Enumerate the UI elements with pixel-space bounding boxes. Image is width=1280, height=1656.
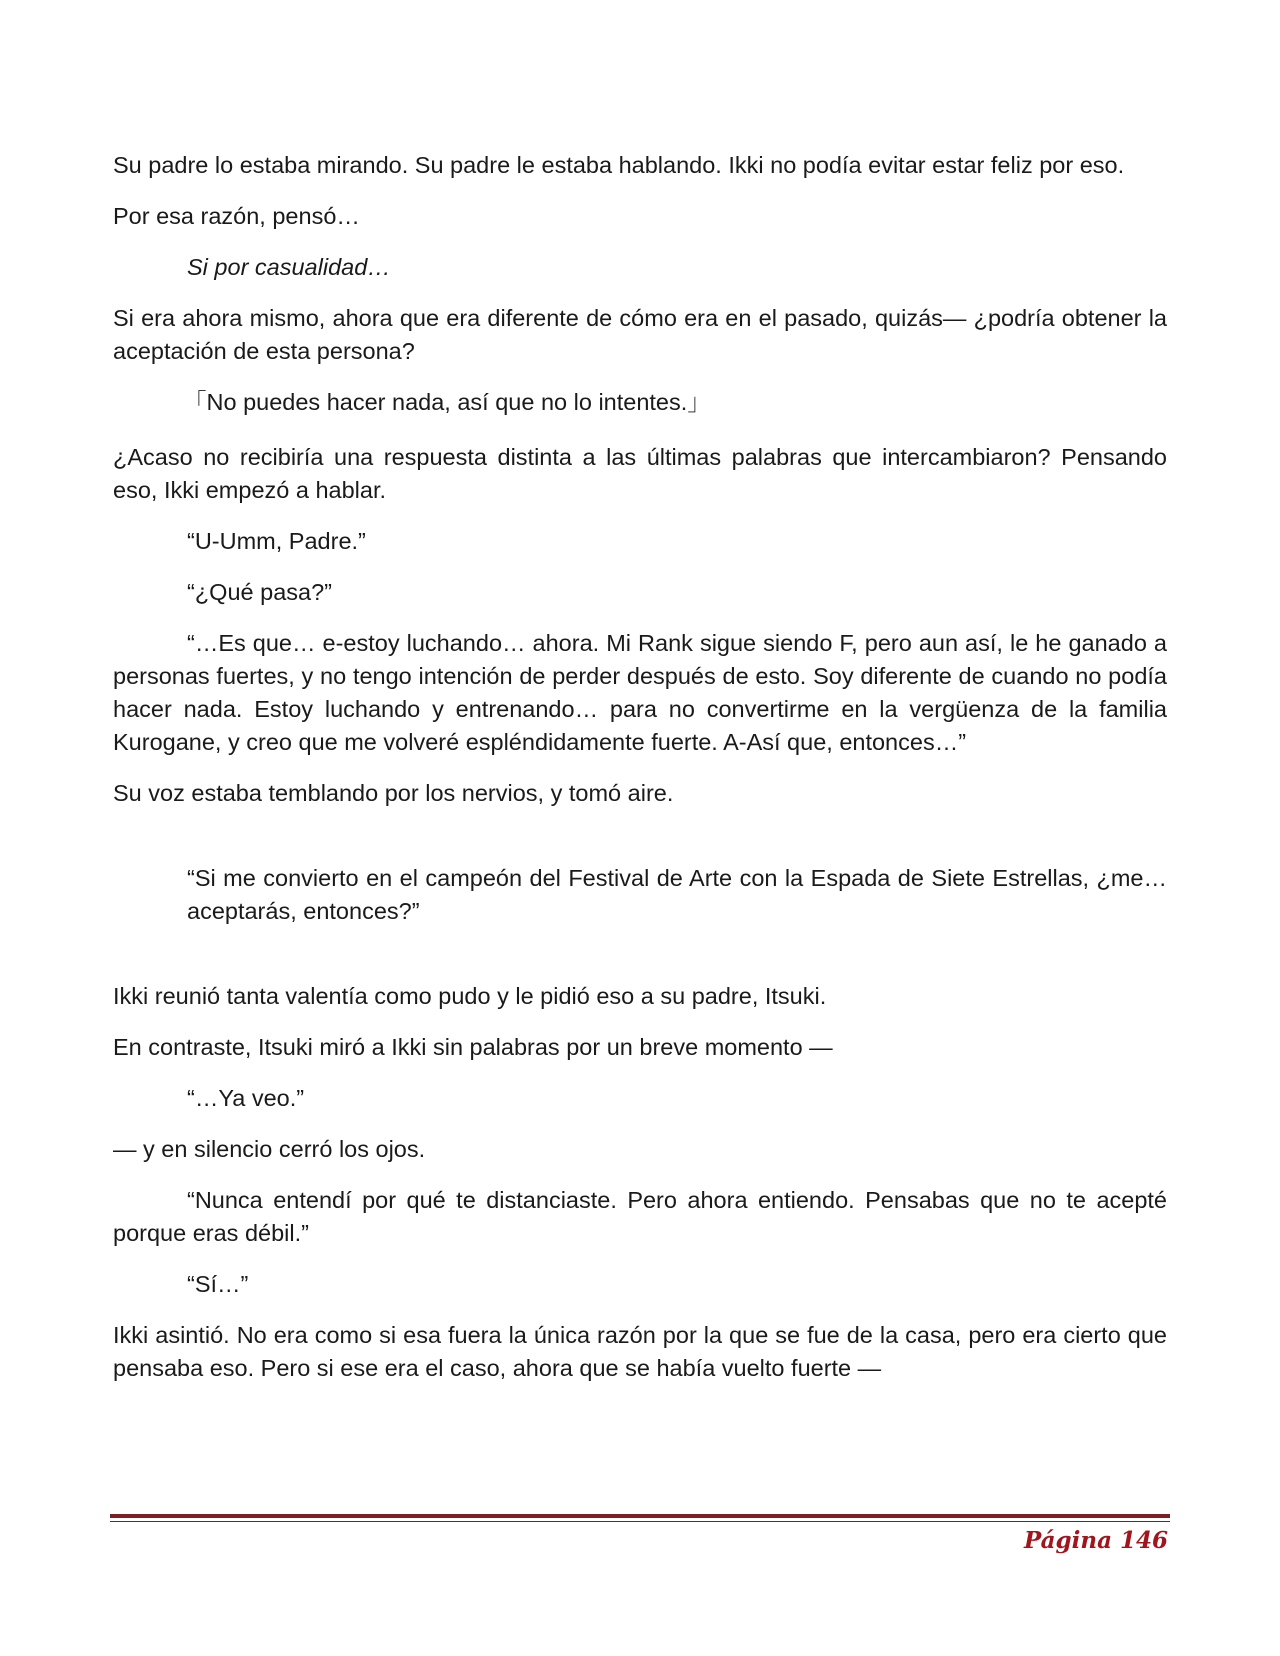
- dialogue-block-quote: “Si me convierto en el campeón del Festival de Arte con la Espada de Siete Estrellas, ¿me… aceptarás, entonces?”: [187, 865, 1167, 924]
- paragraph: Por esa razón, pensó…: [113, 203, 360, 229]
- paragraph: Si era ahora mismo, ahora que era diferente de cómo era en el pasado, quizás— ¿podría obtener la aceptación de esta persona?: [113, 305, 1167, 364]
- paragraph: Su voz estaba temblando por los nervios, y tomó aire.: [113, 780, 674, 806]
- dialogue-line: “…Ya veo.”: [187, 1085, 305, 1111]
- paragraph: Ikki reunió tanta valentía como pudo y le pidió eso a su padre, Itsuki.: [113, 983, 827, 1009]
- page-body: [113, 149, 1167, 1403]
- thought-line: Si por casualidad…: [187, 254, 391, 280]
- dialogue-line: “Nunca entendí por qué te distanciaste. Pero ahora entiendo. Pensabas que no te acepté porque eras débil.”: [113, 1187, 1167, 1246]
- paragraph: — y en silencio cerró los ojos.: [113, 1136, 426, 1162]
- footer-divider-thick: [110, 1514, 1170, 1518]
- paragraph: ¿Acaso no recibiría una respuesta distinta a las últimas palabras que intercambiaron? Pensando eso, Ikki empezó a hablar.: [113, 444, 1167, 503]
- dialogue-line: “Sí…”: [187, 1271, 249, 1297]
- paragraph: Ikki asintió. No era como si esa fuera la única razón por la que se fue de la casa, pero era cierto que pensaba eso. Pero si ese era el caso, ahora que se había vuelto fuerte —: [113, 1322, 1167, 1381]
- paragraph: En contraste, Itsuki miró a Ikki sin palabras por un breve momento —: [113, 1034, 833, 1060]
- footer-divider: [110, 1514, 1170, 1524]
- paragraph: Su padre lo estaba mirando. Su padre le estaba hablando. Ikki no podía evitar estar feliz por eso.: [113, 152, 1125, 178]
- dialogue-line: “U-Umm, Padre.”: [187, 528, 366, 554]
- page-number: Página 146: [1023, 1527, 1168, 1554]
- dialogue-line: “…Es que… e-estoy luchando… ahora. Mi Rank sigue siendo F, pero aun así, le he ganado a personas fuertes, y no tengo intención de perder después de esto. Soy diferente de cuando no podía hacer nada. Estoy luchando y entrenando… para no convertirme en la vergüenza de la familia Kurogane, y creo que me volveré espléndidamente fuerte. A-Así que, entonces…”: [113, 630, 1167, 755]
- quoted-memory-line: 「No puedes hacer nada, así que no lo intentes.」: [183, 389, 711, 415]
- footer-divider-thin: [110, 1521, 1170, 1522]
- dialogue-line: “¿Qué pasa?”: [187, 579, 332, 605]
